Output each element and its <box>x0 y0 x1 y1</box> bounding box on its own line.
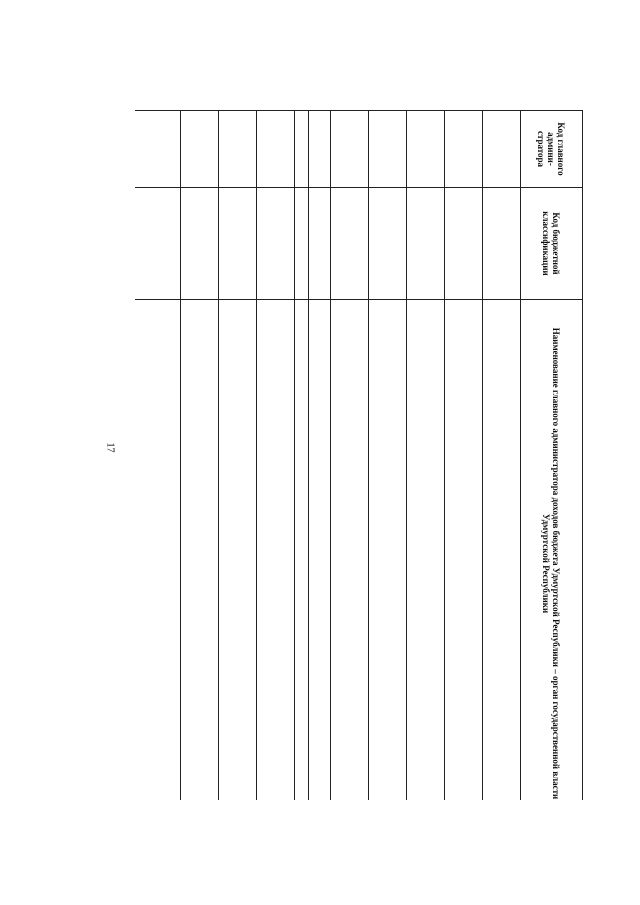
description-cell <box>135 300 181 801</box>
admin-code-cell <box>181 111 219 188</box>
description-cell <box>407 300 445 801</box>
page-number: 17 <box>104 442 116 453</box>
admin-code-cell <box>445 111 483 188</box>
kbk-cell <box>407 188 445 300</box>
kbk-cell <box>181 188 219 300</box>
table-row <box>181 111 219 801</box>
kbk-cell <box>445 188 483 300</box>
revenue-administrators-table <box>135 110 583 800</box>
admin-code-cell <box>331 111 369 188</box>
table-row <box>483 111 521 801</box>
admin-code-cell <box>219 111 257 188</box>
table-row <box>309 111 331 801</box>
kbk-cell <box>369 188 407 300</box>
header-administrator-name: Наименование главного администратора доходов бюджета Удмуртской Республики – орган государственной власти Удмуртской Республики <box>521 300 583 801</box>
description-cell <box>369 300 407 801</box>
description-cell <box>309 300 331 801</box>
table-rotated-wrapper <box>135 110 583 800</box>
admin-code-cell <box>483 111 521 188</box>
table-row <box>257 111 295 801</box>
description-cell <box>257 300 295 801</box>
admin-code-cell <box>309 111 331 188</box>
table-row <box>369 111 407 801</box>
admin-code-cell <box>369 111 407 188</box>
description-cell <box>483 300 521 801</box>
table-row <box>295 111 309 801</box>
table-container <box>135 110 583 800</box>
header-budget-classification-code: Код бюджетной классификации <box>521 188 583 300</box>
description-cell <box>181 300 219 801</box>
table-row <box>219 111 257 801</box>
table-row <box>135 111 181 801</box>
table-row <box>445 111 483 801</box>
admin-code-cell <box>135 111 181 188</box>
kbk-cell <box>483 188 521 300</box>
description-cell <box>295 300 309 801</box>
kbk-cell <box>257 188 295 300</box>
kbk-cell <box>309 188 331 300</box>
table-header-row <box>521 111 583 801</box>
admin-code-cell <box>407 111 445 188</box>
kbk-cell <box>295 188 309 300</box>
kbk-cell <box>135 188 181 300</box>
table-row <box>407 111 445 801</box>
kbk-cell <box>331 188 369 300</box>
admin-code-cell <box>295 111 309 188</box>
admin-code-cell <box>257 111 295 188</box>
description-cell <box>219 300 257 801</box>
kbk-cell <box>219 188 257 300</box>
table-row <box>331 111 369 801</box>
description-cell <box>331 300 369 801</box>
header-admin-code: Код главного админи-стратора <box>521 111 583 188</box>
description-cell <box>445 300 483 801</box>
